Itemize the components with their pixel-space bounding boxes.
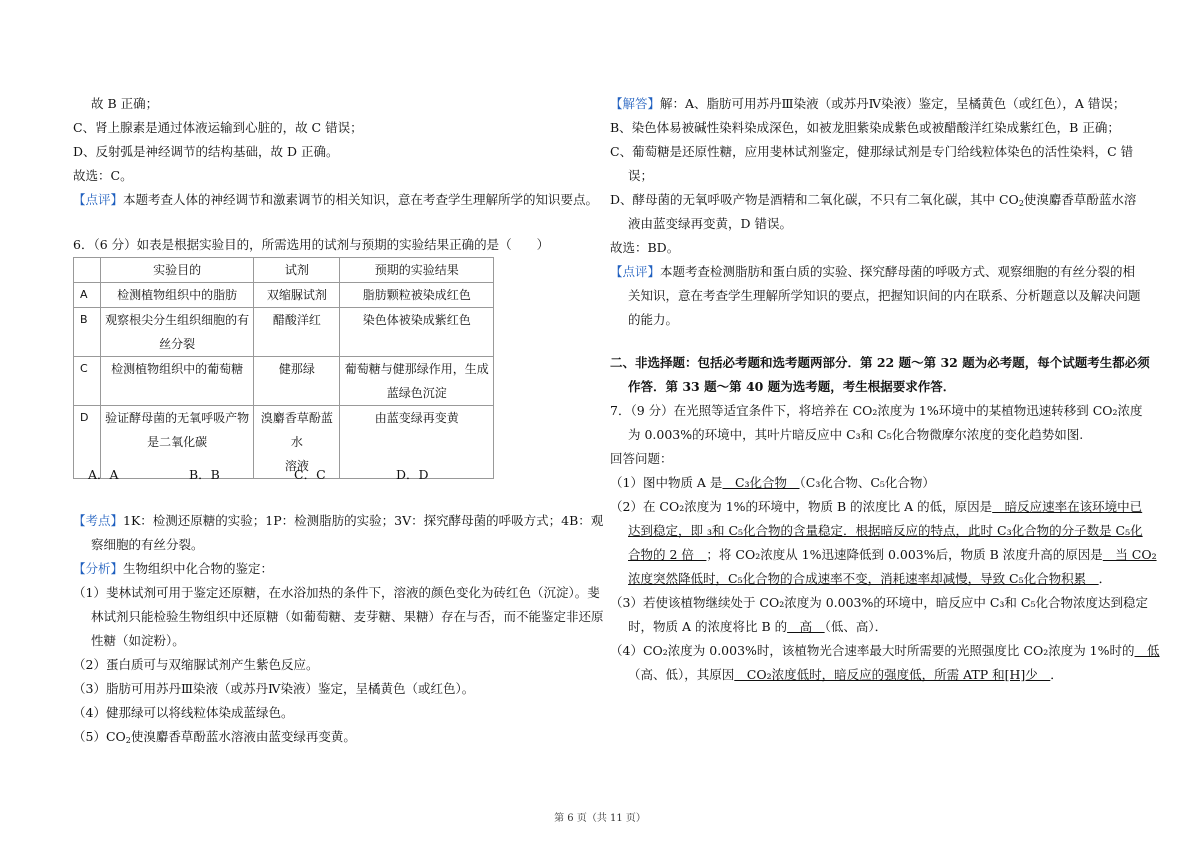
question-7-stem: 7．（9 分）在光照等适宜条件下，将培养在 CO₂浓度为 1%环境中的某植物迅速转移到 CO₂浓度 — [610, 403, 1143, 418]
row-key: A — [74, 283, 101, 308]
text-seg: （5）CO — [73, 729, 126, 744]
answer-blank: 合物的 2 倍 — [628, 547, 707, 562]
answer-4 — [610, 643, 1160, 659]
text-line: 林试剂只能检验生物组织中还原糖（如葡萄糖、麦芽糖、果糖）存在与否，而不能鉴定非还原 — [91, 609, 604, 624]
text-line: 液由蓝变绿再变黄，D 错误。 — [628, 216, 792, 231]
table-header: 实验目的 — [100, 258, 253, 283]
section-heading: 作答．第 33 题～第 40 题为选考题，考生根据要求作答． — [628, 379, 956, 394]
dianping-tag: 【点评】 — [73, 192, 124, 207]
jieda-line — [610, 96, 1125, 112]
subscript: 2 — [1018, 199, 1024, 208]
row-reagent: 醋酸洋红 — [254, 308, 340, 357]
row-result: 脂肪颗粒被染成红色 — [340, 283, 494, 308]
answer-2 — [610, 499, 1142, 515]
table-row — [74, 283, 494, 308]
fenxi-line — [73, 561, 273, 577]
row-result: 由蓝变绿再变黄 — [340, 406, 494, 479]
question-6-stem: 6．（6 分）如表是根据实验目的，所需选用的试剂与预期的实验结果正确的是（ ） — [73, 237, 550, 252]
text-line: 关知识，意在考查学生理解所学知识的要点，把握知识间的内在联系、分析题意以及解决问题 — [628, 288, 1141, 303]
text-seg: （低、高）． — [824, 619, 888, 634]
text-line: （1）斐林试剂可用于鉴定还原糖，在水浴加热的条件下，溶液的颜色变化为砖红色（沉淀）。斐 — [73, 585, 600, 600]
jieda-text: 解：A、脂肪可用苏丹Ⅲ染液（或苏丹Ⅳ染液）鉴定，呈橘黄色（或红色），A 错误； — [660, 96, 1126, 111]
text-seg: （4）CO₂浓度为 0.003%时，该植物光合速率最大时所需要的光照强度比 CO₂浓度为 1%时的 — [610, 643, 1135, 658]
text-line — [610, 192, 1136, 208]
fenxi-text: 生物组织中化合物的鉴定： — [123, 561, 274, 576]
table-row — [74, 357, 494, 406]
cell-line: 溶液 — [284, 459, 309, 473]
text-line: （2）蛋白质可与双缩脲试剂产生紫色反应。 — [73, 657, 319, 672]
answer-blank: C₃化合物 — [722, 475, 800, 490]
table-header: 预期的实验结果 — [340, 258, 494, 283]
table-row — [74, 406, 494, 479]
text-line: 故 B 正确； — [91, 96, 159, 111]
answer-2-cont — [628, 523, 1143, 539]
jieda-tag: 【解答】 — [610, 96, 661, 111]
text-line: （3）脂肪可用苏丹Ⅲ染液（或苏丹Ⅳ染液）鉴定，呈橘黄色（或红色）。 — [73, 681, 475, 696]
dianping-text: 本题考查人体的神经调节和激素调节的相关知识，意在考查学生理解所学的知识要点。 — [123, 192, 599, 207]
subscript: 2 — [125, 736, 131, 745]
table-header — [74, 258, 101, 283]
cell-line: 验证酵母菌的无氧呼吸产物 — [105, 411, 250, 425]
comment-line — [610, 264, 1135, 280]
row-result: 染色体被染成紫红色 — [340, 308, 494, 357]
text-line: 故选：C。 — [73, 168, 133, 183]
row-reagent: 健那绿 — [254, 357, 340, 406]
text-line: B、染色体易被碱性染料染成深色，如被龙胆紫染成紫色或被醋酸洋红染成紫红色，B 正确； — [610, 120, 1120, 135]
answer-blank: 达到稳定，即 ₃和 C₅化合物的含量稳定．根据暗反应的特点，此时 C₃化合物的分子数是 C₅化 — [628, 523, 1143, 538]
row-purpose — [100, 406, 253, 479]
text-line: （4）健那绿可以将线粒体染成蓝绿色。 — [73, 705, 294, 720]
answer-blank: 暗反应速率在该环境中已 — [992, 499, 1143, 514]
cell-line: 丝分裂 — [159, 337, 196, 351]
answer-3-cont — [628, 619, 887, 635]
option-d: D．D — [396, 467, 429, 482]
row-key: D — [74, 406, 101, 479]
text-seg: 使溴麝香草酚蓝水溶 — [1023, 192, 1137, 207]
text-seg: ． — [1050, 667, 1063, 682]
answer-2-cont — [628, 571, 1111, 587]
cell-line: 葡萄糖与健那绿作用，生成 — [344, 362, 489, 376]
answer-4-cont — [628, 667, 1063, 683]
text-seg: （2）在 CO₂浓度为 1%的环境中，物质 B 的浓度比 A 的低，原因是 — [610, 499, 993, 514]
text-line: D、反射弧是神经调节的结构基础，故 D 正确。 — [73, 144, 339, 159]
dianping-tag: 【点评】 — [610, 264, 661, 279]
text-seg: 使溴麝香草酚蓝水溶液由蓝变绿再变黄。 — [130, 729, 356, 744]
answer-blank: 浓度突然降低时，C₅化合物的合成速率不变，消耗速率却减慢，导致 C₅化合物积累 — [628, 571, 1099, 586]
kaodian-tag: 【考点】 — [73, 513, 124, 528]
table-row — [74, 308, 494, 357]
comment-line — [73, 192, 598, 208]
answer-3: （3）若使该植物继续处于 CO₂浓度为 0.003%的环境中，暗反应中 C₃和 C₅化合物浓度达到稳定 — [610, 595, 1148, 610]
dianping-text: 本题考查检测脂肪和蛋白质的实验、探究酵母菌的呼吸方式、观察细胞的有丝分裂的相 — [660, 264, 1136, 279]
text-seg: （C₃化合物、C₅化合物） — [799, 475, 935, 490]
answer-1 — [610, 475, 935, 491]
cell-line: 观察根尖分生组织细胞的有 — [105, 313, 250, 327]
table-header-row — [74, 258, 494, 283]
row-result — [340, 357, 494, 406]
text-seg: （1）图中物质 A 是 — [610, 475, 723, 490]
option-a: A．A — [88, 467, 119, 482]
text-line: 故选：BD。 — [610, 240, 680, 255]
option-c: C．C — [294, 467, 326, 482]
text-line: 误； — [628, 168, 654, 183]
cell-line: 溴麝香草酚蓝水 — [260, 411, 333, 449]
answer-blank: 高 — [787, 619, 825, 634]
text-seg: ；将 CO₂浓度从 1%迅速降低到 0.003%后，物质 B 浓度升高的原因是 — [706, 547, 1103, 562]
answer-blank: CO₂浓度低时，暗反应的强度低，所需 ATP 和[H]少 — [734, 667, 1051, 682]
text-seg: （高、低），其原因 — [628, 667, 735, 682]
option-b: B．B — [189, 467, 220, 482]
text-line: 察细胞的有丝分裂。 — [91, 537, 204, 552]
row-purpose — [100, 308, 253, 357]
row-reagent: 双缩脲试剂 — [254, 283, 340, 308]
row-purpose: 检测植物组织中的葡萄糖 — [100, 357, 253, 406]
experiment-table — [73, 257, 494, 479]
answer-blank: 低 — [1134, 643, 1160, 658]
cell-line: 蓝绿色沉淀 — [386, 386, 447, 400]
page-footer: 第 6 页（共 11 页） — [554, 813, 646, 824]
kaodian-line — [73, 513, 603, 529]
text-line: C、葡萄糖是还原性糖，应用斐林试剂鉴定，健那绿试剂是专门给线粒体染色的活性染料，C 错 — [610, 144, 1134, 159]
text-line: 的能力。 — [628, 312, 679, 327]
text-line: 为 0.003%的环境中，其叶片暗反应中 C₃和 C₅化合物微摩尔浓度的变化趋势如图. — [628, 427, 1084, 442]
text-seg: ． — [1098, 571, 1112, 586]
section-heading: 二、非选择题：包括必考题和选考题两部分．第 22 题～第 32 题为必考题，每个试题考生都必须 — [610, 355, 1150, 370]
table-header: 试剂 — [254, 258, 340, 283]
answer-2-cont — [628, 547, 1157, 563]
kaodian-text: 1K：检测还原糖的实验；1P：检测脂肪的实验；3V：探究酵母菌的呼吸方式；4B：观 — [123, 513, 604, 528]
row-key: B — [74, 308, 101, 357]
fenxi-tag: 【分析】 — [73, 561, 124, 576]
row-purpose: 检测植物组织中的脂肪 — [100, 283, 253, 308]
text-line: C、肾上腺素是通过体液运输到心脏的，故 C 错误； — [73, 120, 363, 135]
text-seg: D、酵母菌的无氧呼吸产物是酒精和二氧化碳，不只有二氧化碳，其中 CO — [610, 192, 1019, 207]
text-line — [73, 729, 356, 745]
answer-blank: 当 CO₂ — [1102, 547, 1157, 562]
text-line: 回答问题： — [610, 451, 673, 466]
text-seg: 时，物质 A 的浓度将比 B 的 — [628, 619, 788, 634]
cell-line: 是二氧化碳 — [147, 435, 208, 449]
row-key: C — [74, 357, 101, 406]
text-line: 性糖（如淀粉）。 — [91, 633, 185, 648]
